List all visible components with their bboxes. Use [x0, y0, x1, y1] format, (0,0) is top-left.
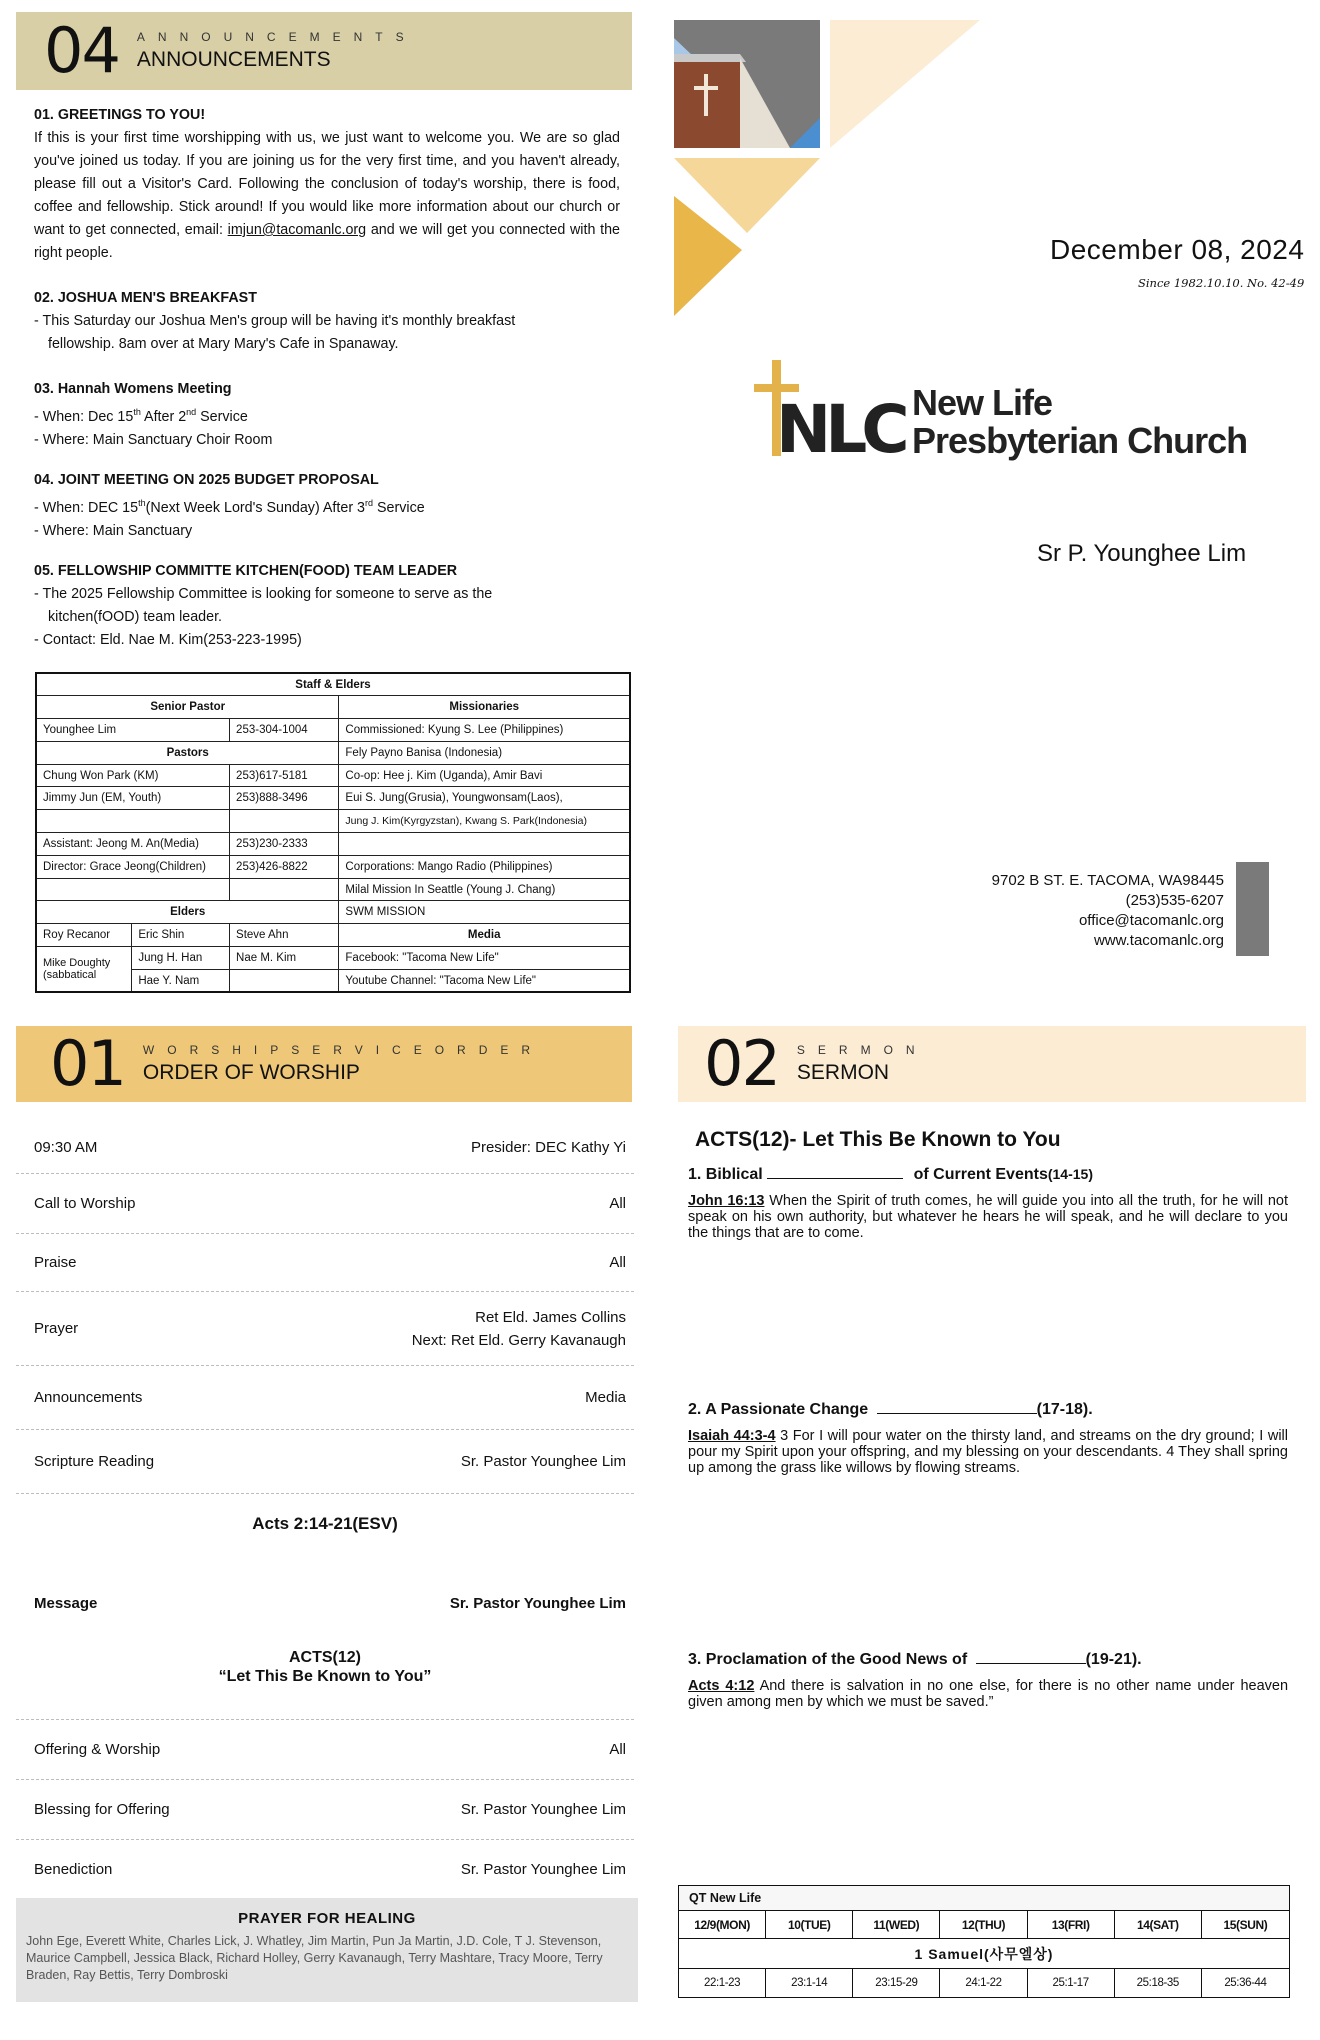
worship-header: [16, 1026, 632, 1102]
qt-schedule-table: [678, 1885, 1290, 1998]
superscript: th: [133, 407, 141, 417]
table-header: Pastors: [36, 741, 339, 764]
table-cell: [230, 810, 339, 833]
worship-item: [16, 1430, 634, 1494]
worship-item-label: Call to Worship: [34, 1195, 136, 1212]
announcement-line: fellowship. 8am over at Mary Mary's Cafe in Spanaway.: [48, 336, 399, 352]
staff-table: [35, 672, 631, 993]
point-text: of Current Events: [913, 1166, 1048, 1183]
table-cell: Younghee Lim: [36, 719, 230, 742]
line-part: - When: DEC 15: [34, 499, 139, 516]
announcement-heading: 03. Hannah Womens Meeting: [34, 381, 232, 397]
table-header: Missionaries: [339, 696, 630, 719]
table-row: [36, 924, 630, 947]
table-cell: Jung J. Kim(Kyrgyzstan), Kwang S. Park(Indonesia): [339, 810, 630, 833]
email-link[interactable]: imjun@tacomanlc.org: [227, 222, 367, 238]
worship-item: [16, 1780, 634, 1840]
table-cell: 253)617-5181: [230, 764, 339, 787]
verse-text: And there is salvation in no one else, for there is no other name under heaven given among men by which we must be saved.”: [688, 1678, 1289, 1710]
worship-time-row: [16, 1122, 634, 1174]
point-text: 2. A Passionate Change: [688, 1401, 869, 1418]
worship-item-label: Offering & Worship: [34, 1741, 161, 1758]
worship-item-leader: Sr. Pastor Younghee Lim: [449, 1594, 626, 1612]
church-name-line2: Presbyterian Church: [912, 420, 1248, 461]
worship-item-label: Blessing for Offering: [34, 1801, 170, 1818]
line-part: Service: [196, 408, 248, 425]
scripture-passage: Acts 2:14-21(ESV): [252, 1514, 398, 1533]
superscript: nd: [186, 407, 197, 417]
worship-item: [16, 1840, 634, 1898]
table-row: [36, 696, 630, 719]
sermon-verse-1: [688, 1193, 1288, 1241]
table-cell: 253)888-3496: [230, 787, 339, 810]
table-cell: [36, 947, 132, 993]
table-cell: SWM MISSION: [339, 901, 630, 924]
worship-item-leader: Sr. Pastor Younghee Lim: [460, 1801, 626, 1818]
qt-title: QT New Life: [679, 1886, 1289, 1911]
point-verse-range: (17-18).: [1036, 1401, 1093, 1418]
sermon-point-3: [688, 1651, 1288, 1669]
presider: Presider: DEC Kathy Yi: [470, 1139, 626, 1156]
worship-item-label: Benediction: [34, 1860, 113, 1878]
section-number: 04: [44, 14, 119, 87]
superscript: rd: [365, 498, 374, 508]
line-part: (Next Week Lord's Sunday) After 3: [145, 499, 366, 516]
logo-letters: NLC: [776, 391, 904, 462]
table-row: [36, 810, 630, 833]
qt-day: 12(THU): [940, 1911, 1027, 1939]
announcement-line: [34, 492, 620, 520]
elder-name: Mike Doughty: [43, 957, 111, 970]
table-cell: Steve Ahn: [230, 924, 339, 947]
worship-item: [16, 1292, 634, 1366]
table-cell: Corporations: Mango Radio (Philippines): [339, 855, 630, 878]
verse-text: 3 For I will pour water on the thirsty land, and streams on the dry ground; I will pour my Spirit upon your offspring, and my blessing on your descendants. 4 They shall spring up among the grass like willows by flowing streams.: [688, 1428, 1288, 1476]
section-title: SERMON: [796, 1061, 890, 1084]
announcement-line: - This Saturday our Joshua Men's group will be having it's monthly breakfast: [34, 313, 516, 329]
senior-pastor-name: Sr P. Younghee Lim: [1037, 540, 1247, 567]
table-header: Senior Pastor: [36, 696, 339, 719]
section-number: 01: [50, 1027, 125, 1100]
announcement-line: [34, 401, 620, 429]
table-cell: Jimmy Jun (EM, Youth): [36, 787, 230, 810]
section-number: 02: [704, 1027, 779, 1100]
worship-item: [16, 1174, 634, 1234]
table-cell: Hae Y. Nam: [132, 969, 230, 992]
qt-reading: 25:1-17: [1028, 1969, 1115, 1997]
line-part: - When: Dec 15: [34, 408, 134, 425]
announcement-text: and we will get you connected with the right people.: [34, 222, 620, 261]
section-title: ANNOUNCEMENTS: [136, 48, 331, 71]
qt-day: 13(FRI): [1028, 1911, 1115, 1939]
qt-day: 10(TUE): [766, 1911, 853, 1939]
announcement-line: - Contact: Eld. Nae M. Kim(253-223-1995): [34, 632, 302, 648]
prayer-for-healing: [16, 1898, 638, 2002]
fill-in-blank: [767, 1178, 903, 1179]
qt-reading: 23:15-29: [853, 1969, 940, 1997]
announcement-body: [34, 127, 620, 265]
service-time: 09:30 AM: [34, 1139, 98, 1156]
verse-reference: Isaiah 44:3-4: [688, 1428, 776, 1444]
table-row: [36, 764, 630, 787]
cover-geometric-art: [670, 18, 990, 318]
email[interactable]: office@tacomanlc.org: [1078, 912, 1224, 929]
section-spaced-title: WORSHIPSERVICEORDER: [142, 1043, 544, 1057]
message-series: ACTS(12): [288, 1649, 361, 1666]
table-cell: Milal Mission In Seattle (Young J. Chang): [339, 878, 630, 901]
table-cell: Jung H. Han: [132, 947, 230, 970]
line-part: After 2: [140, 408, 187, 425]
sermon-heading: ACTS(12)- Let This Be Known to You: [695, 1128, 1061, 1151]
table-cell: 253-304-1004: [230, 719, 339, 742]
table-cell: Fely Payno Banisa (Indonesia): [339, 741, 630, 764]
table-cell: Youtube Channel: "Tacoma New Life": [339, 969, 630, 992]
worship-item-label: Praise: [34, 1254, 77, 1271]
qt-day: 14(SAT): [1115, 1911, 1202, 1939]
table-row: [36, 719, 630, 742]
announcement-heading: 04. JOINT MEETING ON 2025 BUDGET PROPOSAL: [34, 472, 379, 488]
worship-item: [16, 1572, 634, 1634]
worship-item-leader: All: [609, 1195, 626, 1212]
contact-block: [860, 871, 1224, 951]
table-cell: 253)426-8822: [230, 855, 339, 878]
sermon-header: [678, 1026, 1306, 1102]
gray-accent-bar: [1236, 862, 1269, 956]
table-title: Staff & Elders: [36, 673, 630, 696]
qt-readings-row: [679, 1969, 1289, 1997]
table-row: [36, 901, 630, 924]
table-row: [36, 741, 630, 764]
table-header: Elders: [36, 901, 339, 924]
announcement-heading: 01. GREETINGS TO YOU!: [34, 107, 206, 123]
table-cell: Assistant: Jeong M. An(Media): [36, 833, 230, 856]
phone: (253)535-6207: [1125, 892, 1224, 909]
table-cell: Roy Recanor: [36, 924, 132, 947]
table-cell: [230, 878, 339, 901]
qt-day: 15(SUN): [1202, 1911, 1289, 1939]
section-spaced-title: ANNOUNCEMENTS: [136, 30, 417, 44]
announcement-line: kitchen(fOOD) team leader.: [48, 609, 223, 625]
worship-item-leader: Sr. Pastor Younghee Lim: [460, 1453, 626, 1470]
bulletin-date: December 08, 2024: [1050, 234, 1305, 265]
table-cell: Director: Grace Jeong(Children): [36, 855, 230, 878]
qt-reading: 23:1-14: [766, 1969, 853, 1997]
table-cell: Eric Shin: [132, 924, 230, 947]
worship-item: [16, 1234, 634, 1292]
table-row: [36, 947, 630, 970]
section-title: ORDER OF WORSHIP: [142, 1061, 360, 1084]
qt-reading: 24:1-22: [940, 1969, 1027, 1997]
address: 9702 B ST. E. TACOMA, WA98445: [991, 872, 1224, 889]
table-row: [36, 673, 630, 696]
message-subtitle: “Let This Be Known to You”: [218, 1668, 432, 1685]
sermon-verse-2: [688, 1428, 1288, 1476]
point-text: 1. Biblical: [688, 1166, 763, 1183]
worship-item-label: Announcements: [34, 1389, 143, 1406]
fill-in-blank: [877, 1413, 1037, 1414]
line-part: Service: [373, 499, 425, 516]
point-text: 3. Proclamation of the Good News of: [688, 1651, 968, 1668]
announcement-text: If this is your first time worshipping with us, we just want to welcome you. We are so glad you've joined us today. If you are joining us for the very first time, and you haven't already, please fill out a Visitor's Card. Following the conclusion of today's worship, there is food, coffee and fellowship. Stick around! If you would like more information about our church or want to get connected, email:: [34, 130, 620, 238]
qt-reading: 25:18-35: [1115, 1969, 1202, 1997]
verse-reference: Acts 4:12: [688, 1678, 755, 1694]
table-cell: [36, 810, 230, 833]
qt-reading: 25:36-44: [1224, 1977, 1267, 1989]
qt-days-row: [679, 1911, 1289, 1939]
qt-reading: 22:1-23: [679, 1969, 766, 1997]
verse-text: When the Spirit of truth comes, he will guide you into all the truth, for he will not speak on his own authority, but whatever he hears he will speak, and he will declare to you the things that are to come.: [688, 1193, 1289, 1241]
worship-item-leader: [412, 1306, 626, 1352]
sermon-verse-3: [688, 1678, 1288, 1710]
message-title: [16, 1648, 634, 1720]
point-verse-range: (19-21).: [1085, 1651, 1142, 1668]
sermon-point-1: [688, 1166, 1288, 1184]
point-verse-range: (14-15): [1047, 1166, 1093, 1182]
announcement-1: [34, 104, 620, 265]
worship-item: [16, 1720, 634, 1780]
qt-day: 11(WED): [853, 1911, 940, 1939]
prayer-title: PRAYER FOR HEALING: [238, 1910, 416, 1927]
table-cell: [339, 833, 630, 856]
table-cell: [36, 878, 230, 901]
announcement-5: [34, 560, 620, 652]
announcement-line: - The 2025 Fellowship Committee is looking for someone to serve as the: [34, 586, 493, 602]
table-cell: Commissioned: Kyung S. Lee (Philippines): [339, 719, 630, 742]
announcement-heading: 02. JOSHUA MEN'S BREAKFAST: [34, 290, 257, 306]
announcement-4: [34, 469, 620, 543]
announcement-line: - Where: Main Sanctuary Choir Room: [34, 431, 273, 448]
qt-book: 1 Samuel(사무엘상): [679, 1939, 1289, 1969]
table-row: [36, 855, 630, 878]
worship-item-leader: All: [609, 1741, 626, 1758]
table-cell: Co-op: Hee j. Kim (Uganda), Amir Bavi: [339, 764, 630, 787]
prayer-leader: Ret Eld. James Collins: [475, 1308, 626, 1326]
superscript: th: [138, 498, 146, 508]
announcement-2: [34, 287, 620, 356]
elder-note: (sabbatical: [43, 969, 97, 982]
qt-day: 12/9(MON): [679, 1911, 766, 1939]
table-cell: Nae M. Kim: [230, 947, 339, 970]
worship-item-leader: All: [609, 1254, 626, 1271]
since-line: Since 1982.10.10. No. 42-49: [1138, 276, 1305, 290]
prayer-names: John Ege, Everett White, Charles Lick, J. Whatley, Jim Martin, Pun Ja Martin, J.D. Cole, T J. Stevenson, Maurice Campbell, Jessica Black, Richard Holley, Gerry Kavanaugh, Terry Mashtare, Tracy Moore, Terry Braden, Ray Bettis, Terry Dombroski: [26, 1934, 603, 1982]
prayer-next-leader: Next: Ret Eld. Gerry Kavanaugh: [411, 1331, 626, 1349]
section-spaced-title: SERMON: [796, 1043, 928, 1057]
table-row: [36, 878, 630, 901]
website[interactable]: www.tacomanlc.org: [1093, 932, 1224, 949]
announcements-header: [16, 12, 632, 90]
table-row: [36, 833, 630, 856]
church-logo-icon: [752, 356, 908, 462]
worship-item-leader: Media: [585, 1389, 626, 1406]
table-header: Media: [339, 924, 630, 947]
table-cell: [230, 969, 339, 992]
announcement-3: [34, 378, 620, 452]
worship-item-label: Scripture Reading: [34, 1453, 155, 1470]
church-name-line1: New Life: [912, 382, 1053, 423]
table-cell: Facebook: "Tacoma New Life": [339, 947, 630, 970]
sermon-point-2: [688, 1401, 1288, 1419]
worship-item-leader: Sr. Pastor Younghee Lim: [460, 1860, 626, 1878]
fill-in-blank: [976, 1663, 1086, 1664]
gold-triangle-top: [830, 20, 980, 148]
worship-item-label: Prayer: [34, 1320, 79, 1337]
worship-item: [16, 1366, 634, 1430]
table-cell: Eui S. Jung(Grusia), Youngwonsam(Laos),: [339, 787, 630, 810]
worship-item-label: Message: [34, 1594, 98, 1612]
table-row: [36, 787, 630, 810]
verse-reference: John 16:13: [688, 1193, 765, 1209]
table-cell: Chung Won Park (KM): [36, 764, 230, 787]
announcement-line: - Where: Main Sanctuary: [34, 522, 193, 539]
table-cell: 253)230-2333: [230, 833, 339, 856]
announcement-heading: 05. FELLOWSHIP COMMITTE KITCHEN(FOOD) TEAM LEADER: [34, 563, 458, 579]
